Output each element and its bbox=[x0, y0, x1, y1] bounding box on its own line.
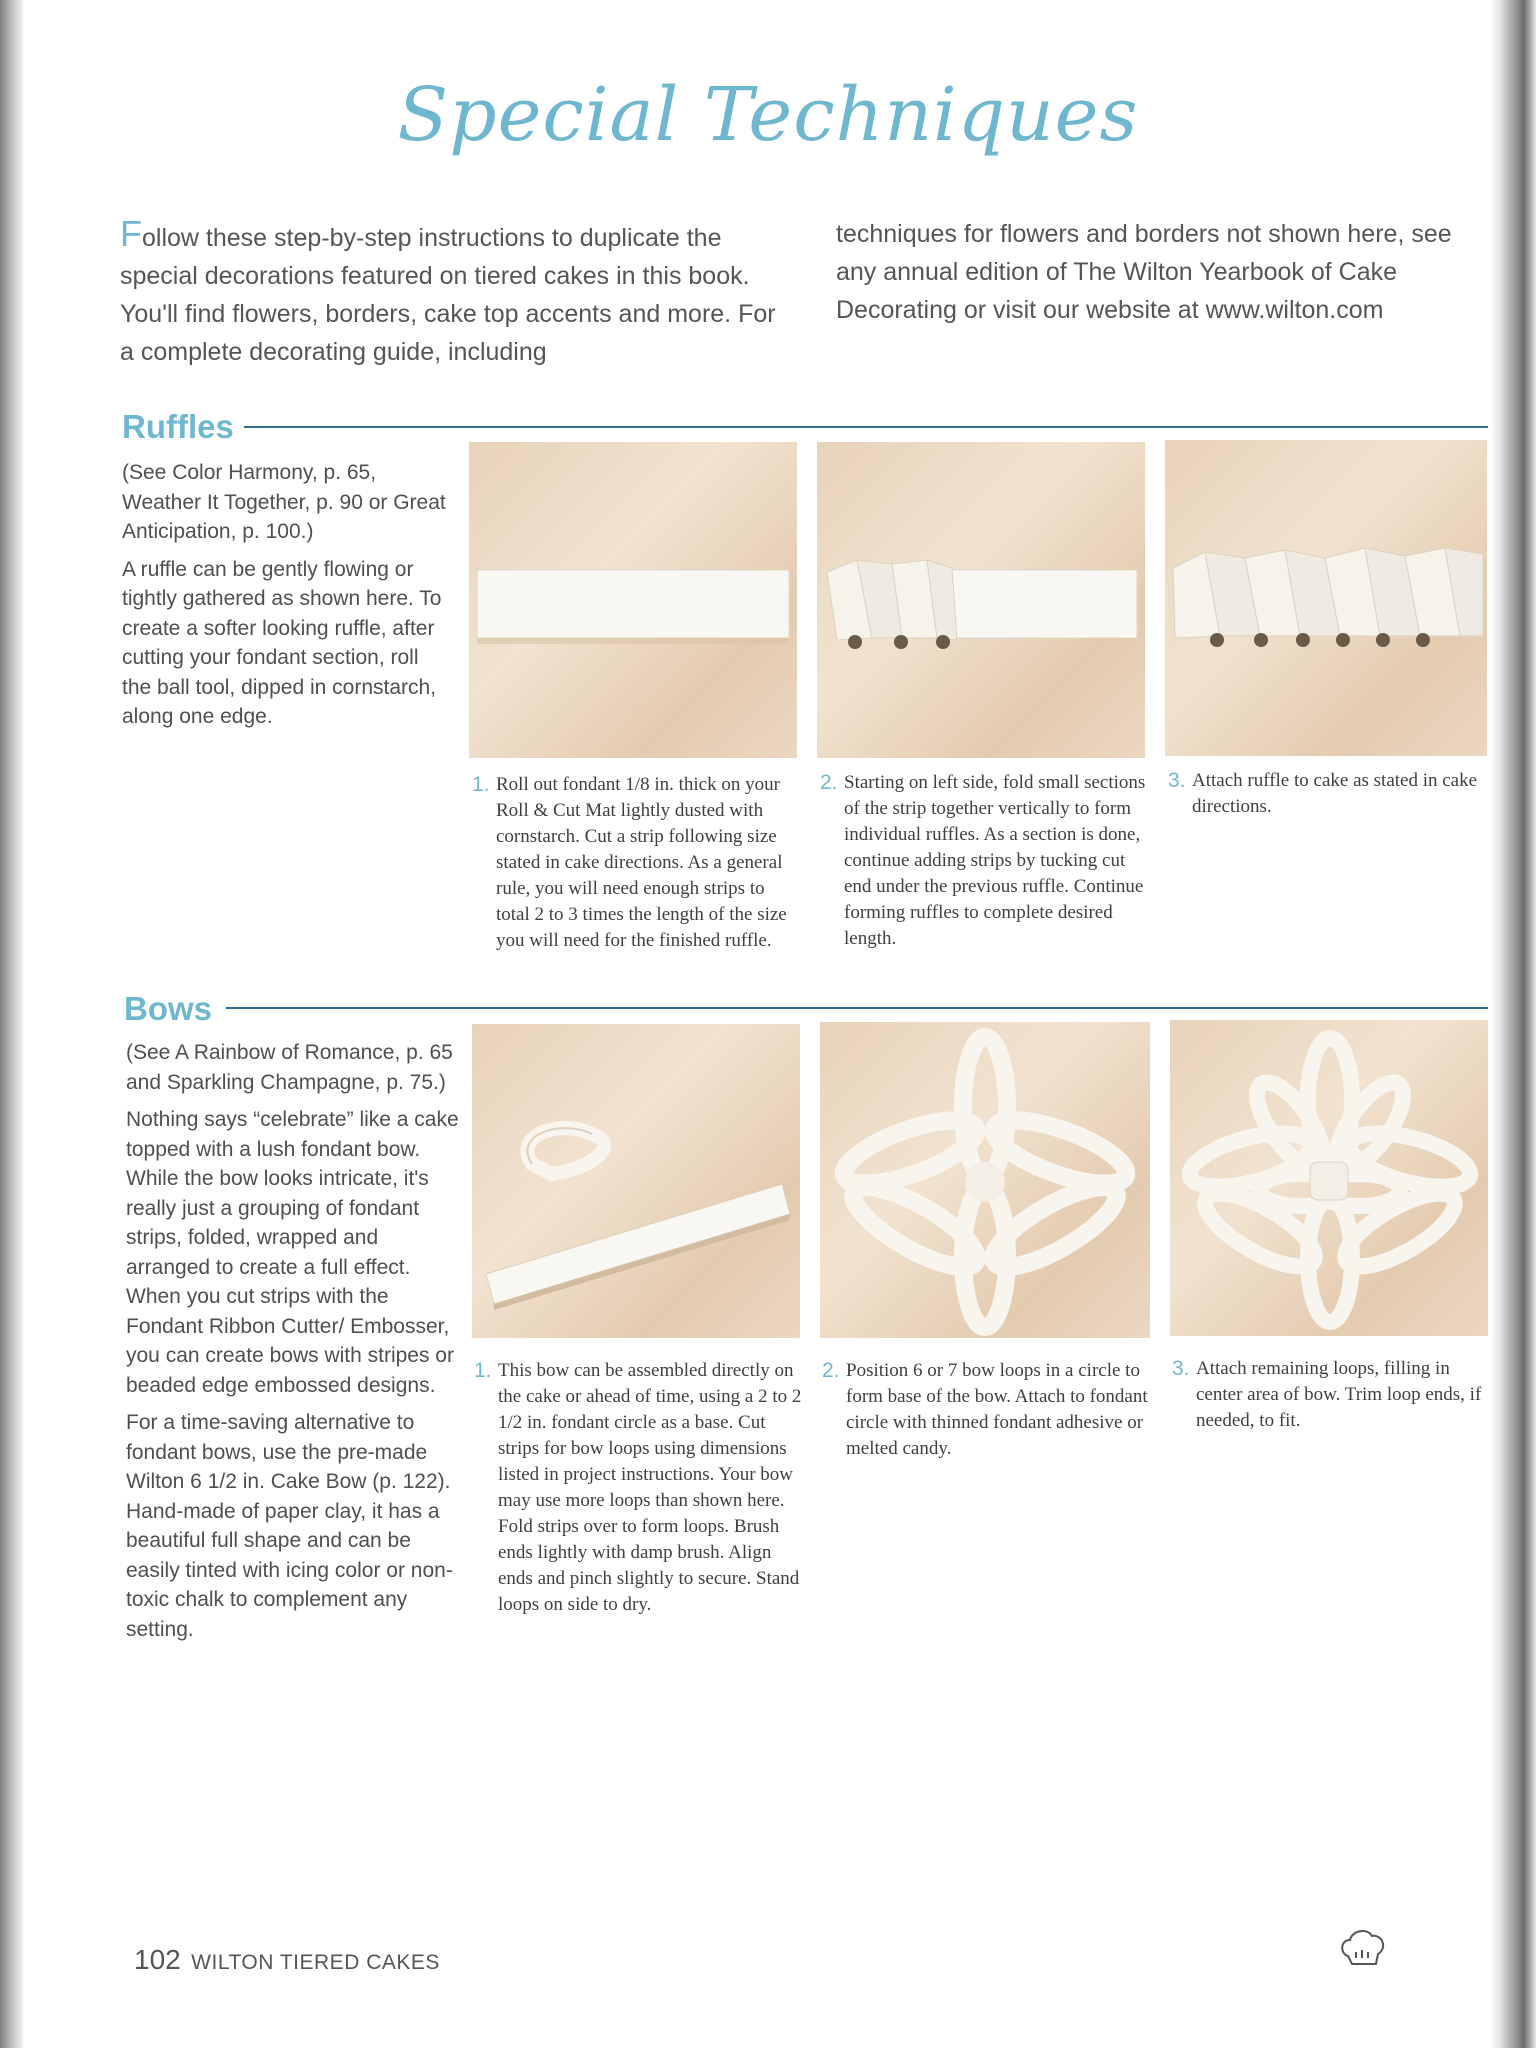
ruffles-description: A ruffle can be gently flowing or tightly gathered as shown here. To create a softer looking ruffle, after cutting your fondant section, roll the ball tool, dipped in cornstarch, along one edge. bbox=[122, 557, 442, 728]
book-title: WILTON TIERED CAKES bbox=[191, 1951, 440, 1974]
ruffle-step-1-photo bbox=[469, 442, 797, 758]
scan-edge-left bbox=[0, 0, 24, 2048]
step-number: 1. bbox=[472, 773, 490, 796]
bow-step-1-photo bbox=[472, 1024, 800, 1338]
bow-step-3-photo bbox=[1170, 1020, 1488, 1336]
chef-hat-icon bbox=[1338, 1926, 1388, 1970]
bow-loop-and-strip-image bbox=[472, 1024, 800, 1338]
step-text: Starting on left side, fold small sections of the strip together vertically to form individual ruffles. As a section is done, continue adding strips by tucking cut end under the previous ruffle. Continue forming ruffles to complete desired length. bbox=[844, 772, 1146, 949]
finished-ruffle-image bbox=[1165, 440, 1487, 756]
ruffle-step-3-photo bbox=[1165, 440, 1487, 756]
bows-description: Nothing says “celebrate” like a cake topped with a lush fondant bow. While the bow looks intricate, it's really just a grouping of fondant strips, folded, wrapped and arranged to create a full effect. When you cut strips with the Fondant Ribbon Cutter/ Embosser, you can create bows with stripes or beaded edge embossed designs. bbox=[126, 1108, 459, 1397]
step-text: Attach remaining loops, filling in center area of bow. Trim loop ends, if needed, to fit. bbox=[1196, 1358, 1482, 1431]
bows-sidebar bbox=[126, 1038, 466, 1652]
intro-right-text: techniques for flowers and borders not shown here, see any annual edition of The Wilton Yearbook of Cake Decorating or visit our website at www.wilton.com bbox=[836, 220, 1452, 324]
step-text: Roll out fondant 1/8 in. thick on your Roll & Cut Mat lightly dusted with cornstarch. Cut a strip following size stated in cake directions. As a general rule, you will need enough strips to total 2 to 3 times the length of the size you will need for the finished ruffle. bbox=[496, 774, 787, 951]
bows-rule bbox=[226, 1007, 1488, 1009]
bows-alternative: For a time-saving alternative to fondant bows, use the pre-made Wilton 6 1/2 in. Cake Bow (p. 122). Hand-made of paper clay, it has a beautiful full shape and can be easily tinted with icing color or non-toxic chalk to complement any setting. bbox=[126, 1411, 453, 1641]
intro-left-column bbox=[120, 215, 780, 371]
bows-see-also: (See A Rainbow of Romance, p. 65 and Sparkling Champagne, p. 75.) bbox=[126, 1041, 453, 1094]
partial-ruffle-image bbox=[817, 442, 1145, 758]
page-footer bbox=[134, 1944, 440, 1976]
scan-edge-right bbox=[1490, 0, 1536, 2048]
step-number: 1. bbox=[474, 1359, 492, 1382]
flat-fondant-strip-image bbox=[469, 442, 797, 758]
ruffles-sidebar bbox=[122, 458, 452, 740]
bows-heading: Bows bbox=[124, 990, 213, 1027]
step-text: Attach ruffle to cake as stated in cake directions. bbox=[1192, 770, 1478, 817]
ruffles-see-also: (See Color Harmony, p. 65, Weather It Together, p. 90 or Great Anticipation, p. 100.) bbox=[122, 461, 446, 543]
intro-left-text: ollow these step-by-step instructions to duplicate the special decorations featured on tiered cakes in this book. You'll find flowers, borders, cake top accents and more. For a complete decorating guide, including bbox=[120, 224, 776, 366]
intro-dropcap: F bbox=[120, 213, 142, 254]
bow-base-loops-image bbox=[820, 1022, 1150, 1338]
step-text: Position 6 or 7 bow loops in a circle to form base of the bow. Attach to fondant circle with thinned fondant adhesive or melted candy. bbox=[846, 1360, 1148, 1459]
ruffles-heading: Ruffles bbox=[122, 408, 234, 445]
page-number: 102 bbox=[134, 1944, 181, 1975]
step-number: 3. bbox=[1168, 769, 1186, 792]
ruffles-rule bbox=[244, 426, 1488, 428]
step-number: 2. bbox=[820, 771, 838, 794]
step-text: This bow can be assembled directly on the cake or ahead of time, using a 2 to 2 1/2 in. fondant circle as a base. Cut strips for bow loops using dimensions listed in project instructions. Your bow may use more loops than shown here. Fold strips over to form loops. Brush ends lightly with damp brush. Align ends and pinch slightly to secure. Stand loops on side to dry. bbox=[498, 1360, 802, 1615]
step-number: 2. bbox=[822, 1359, 840, 1382]
step-number: 3. bbox=[1172, 1357, 1190, 1380]
page-title: Special Techniques bbox=[397, 72, 1139, 158]
finished-bow-image bbox=[1170, 1020, 1488, 1336]
ruffle-step-2-photo bbox=[817, 442, 1145, 758]
bow-step-2-photo bbox=[820, 1022, 1150, 1338]
